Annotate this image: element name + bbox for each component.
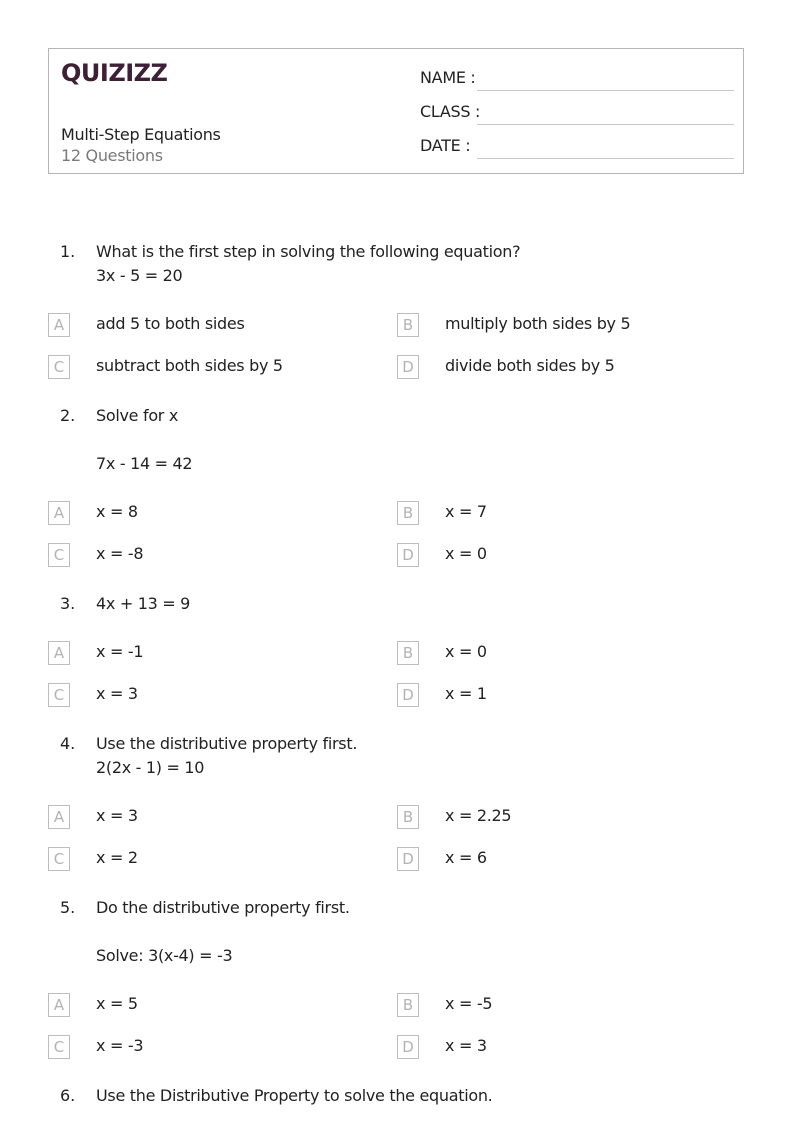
option-letter-box[interactable]: D: [397, 543, 419, 567]
option-text: x = 3: [445, 1036, 487, 1055]
worksheet-title: Multi-Step Equations: [61, 125, 221, 144]
option-letter-box[interactable]: C: [48, 355, 70, 379]
question-number: 6.: [60, 1086, 76, 1105]
option-letter-box[interactable]: B: [397, 993, 419, 1017]
option-text: x = 7: [445, 502, 487, 521]
option-text: x = 6: [445, 848, 487, 867]
option-text: x = 3: [96, 684, 138, 703]
question-text: 4x + 13 = 9: [96, 594, 191, 613]
option-letter-box[interactable]: D: [397, 1035, 419, 1059]
question-equation: 2(2x - 1) = 10: [96, 758, 205, 777]
option-text: subtract both sides by 5: [96, 356, 283, 375]
option-text: x = -3: [96, 1036, 144, 1055]
option-letter-box[interactable]: C: [48, 683, 70, 707]
option-letter-box[interactable]: B: [397, 805, 419, 829]
option-text: x = 0: [445, 642, 487, 661]
option-letter-box[interactable]: D: [397, 847, 419, 871]
class-field[interactable]: [420, 102, 734, 126]
option-letter-box[interactable]: D: [397, 355, 419, 379]
option-letter-box[interactable]: A: [48, 993, 70, 1017]
option-text: add 5 to both sides: [96, 314, 245, 333]
question-text: Do the distributive property first.: [96, 898, 350, 917]
option-letter-box[interactable]: B: [397, 641, 419, 665]
question-text: Use the distributive property first.: [96, 734, 358, 753]
option-letter-box[interactable]: A: [48, 501, 70, 525]
option-letter-box[interactable]: B: [397, 501, 419, 525]
question-text: What is the first step in solving the following equation?: [96, 242, 521, 261]
option-letter-box[interactable]: A: [48, 313, 70, 337]
question-equation: 3x - 5 = 20: [96, 266, 183, 285]
option-text: x = -5: [445, 994, 493, 1013]
option-text: x = -1: [96, 642, 144, 661]
quizizz-logo: QUIZIZZ: [61, 59, 168, 87]
option-letter-box[interactable]: C: [48, 543, 70, 567]
question-number: 4.: [60, 734, 76, 753]
class-label: CLASS :: [420, 102, 481, 121]
question-equation: Solve: 3(x-4) = -3: [96, 946, 233, 965]
option-text: x = 5: [96, 994, 138, 1013]
option-text: x = 3: [96, 806, 138, 825]
option-text: x = 2: [96, 848, 138, 867]
option-text: x = 2.25: [445, 806, 512, 825]
option-letter-box[interactable]: C: [48, 847, 70, 871]
option-text: x = -8: [96, 544, 144, 563]
question-number: 2.: [60, 406, 76, 425]
option-text: x = 0: [445, 544, 487, 563]
date-line[interactable]: [477, 158, 734, 159]
option-letter-box[interactable]: A: [48, 641, 70, 665]
option-text: x = 1: [445, 684, 487, 703]
question-count: 12 Questions: [61, 146, 163, 165]
option-text: multiply both sides by 5: [445, 314, 631, 333]
option-text: x = 8: [96, 502, 138, 521]
question-number: 3.: [60, 594, 76, 613]
question-equation: 7x - 14 = 42: [96, 454, 193, 473]
date-label: DATE :: [420, 136, 471, 155]
class-line[interactable]: [477, 124, 734, 125]
option-letter-box[interactable]: C: [48, 1035, 70, 1059]
question-number: 1.: [60, 242, 76, 261]
date-field[interactable]: [420, 136, 734, 160]
question-text: Solve for x: [96, 406, 179, 425]
option-letter-box[interactable]: A: [48, 805, 70, 829]
name-label: NAME :: [420, 68, 476, 87]
question-text: Use the Distributive Property to solve the equation.: [96, 1086, 493, 1105]
option-text: divide both sides by 5: [445, 356, 615, 375]
name-field[interactable]: [420, 68, 734, 92]
option-letter-box[interactable]: D: [397, 683, 419, 707]
worksheet-header: [48, 48, 744, 174]
name-line[interactable]: [477, 90, 734, 91]
question-number: 5.: [60, 898, 76, 917]
option-letter-box[interactable]: B: [397, 313, 419, 337]
